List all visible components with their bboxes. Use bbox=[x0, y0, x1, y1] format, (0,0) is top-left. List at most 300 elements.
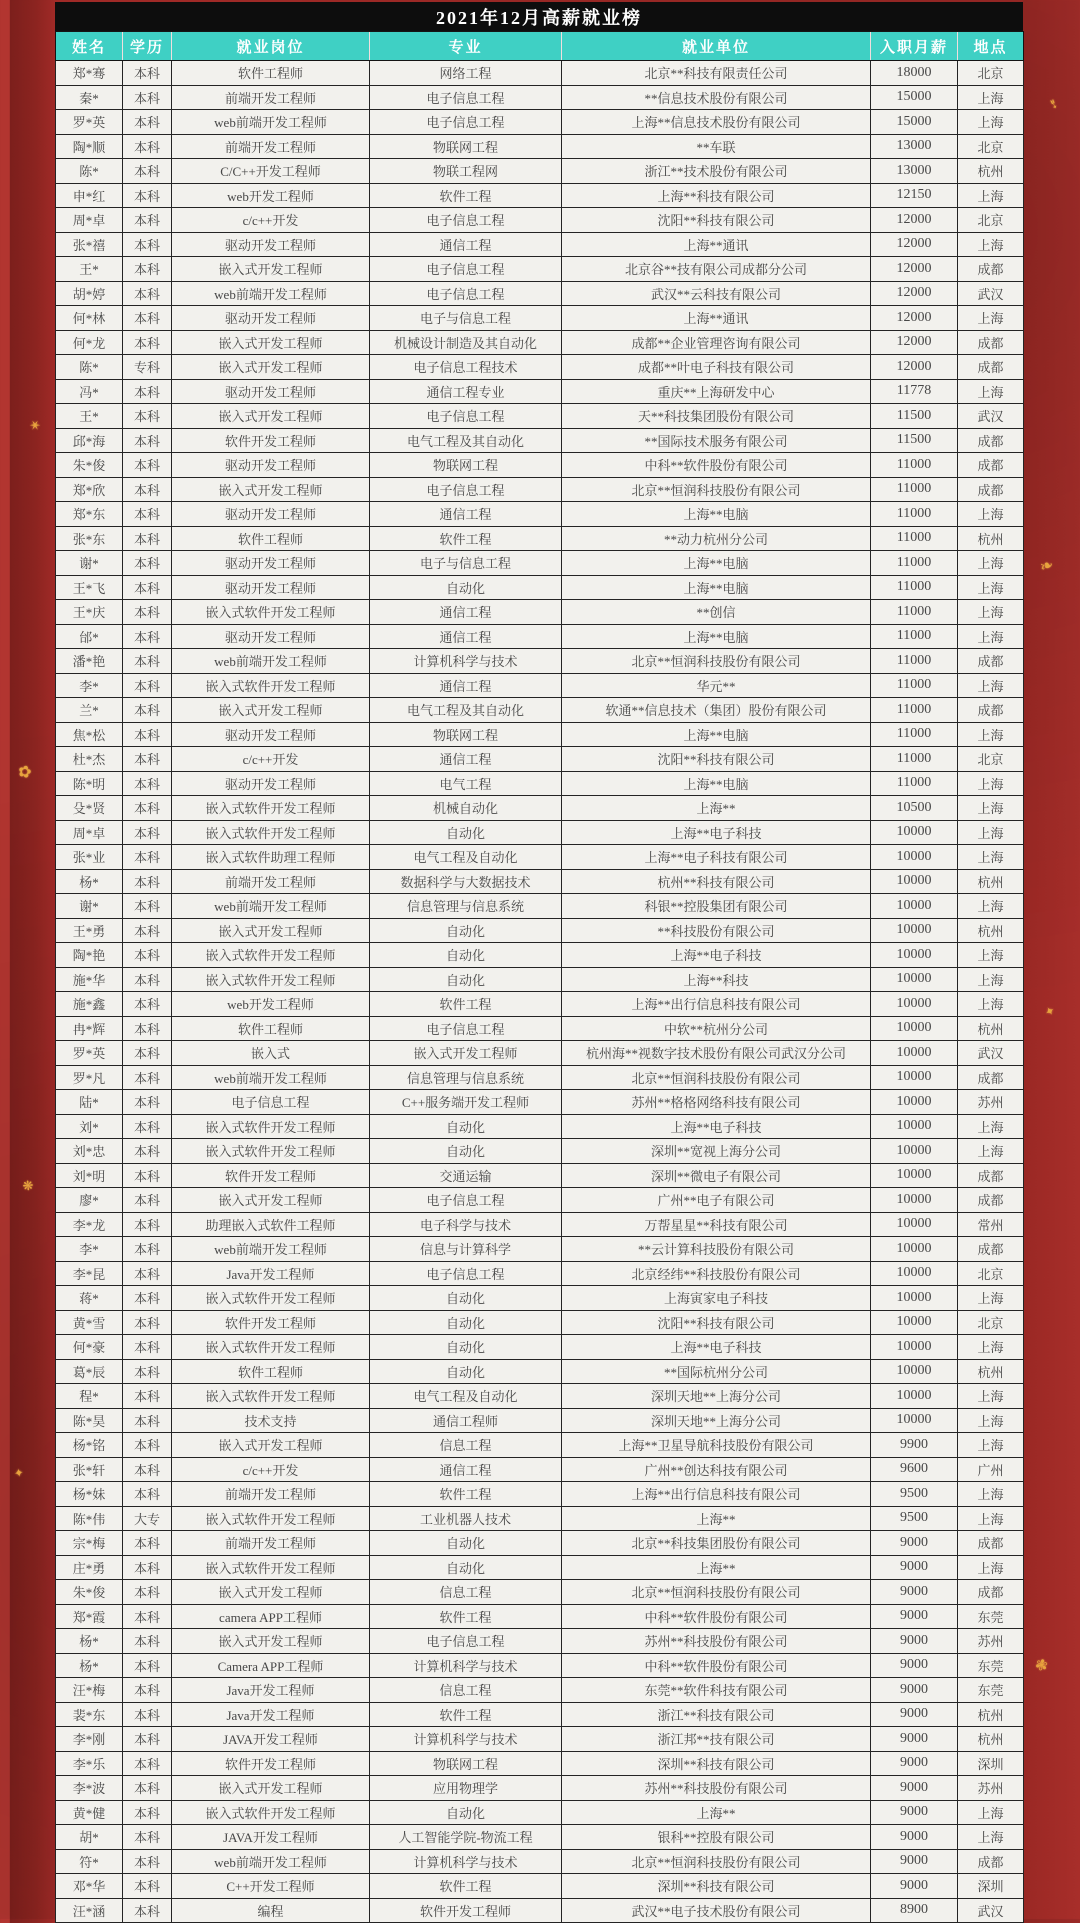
table-row bbox=[56, 85, 1024, 110]
table-row bbox=[56, 330, 1024, 355]
cell-major: 自动化 bbox=[370, 1359, 562, 1384]
table-row bbox=[56, 820, 1024, 845]
cell-name: 李* bbox=[56, 1237, 123, 1262]
cell-position: C/C++开发工程师 bbox=[172, 159, 370, 184]
table-row bbox=[56, 649, 1024, 674]
cell-employer: 北京**恒润科技股份有限公司 bbox=[562, 477, 871, 502]
cell-employer: 上海**电子科技有限公司 bbox=[562, 845, 871, 870]
cell-education: 本科 bbox=[123, 330, 172, 355]
cell-employer: 上海**电脑 bbox=[562, 502, 871, 527]
cell-major: 嵌入式开发工程师 bbox=[370, 1041, 562, 1066]
column-header-employer: 就业单位 bbox=[562, 32, 871, 61]
cell-position: 嵌入式软件开发工程师 bbox=[172, 1139, 370, 1164]
table-row bbox=[56, 1555, 1024, 1580]
table-row bbox=[56, 404, 1024, 429]
cell-name: 杜*杰 bbox=[56, 747, 123, 772]
cell-major: 自动化 bbox=[370, 1531, 562, 1556]
cell-salary: 10000 bbox=[871, 1188, 958, 1213]
cell-salary: 10000 bbox=[871, 1163, 958, 1188]
cell-position: Java开发工程师 bbox=[172, 1261, 370, 1286]
cell-location: 上海 bbox=[958, 1825, 1024, 1850]
cell-location: 苏州 bbox=[958, 1629, 1024, 1654]
table-row bbox=[56, 355, 1024, 380]
cell-employer: 北京**恒润科技股份有限公司 bbox=[562, 1065, 871, 1090]
cell-employer: 上海** bbox=[562, 1555, 871, 1580]
cell-employer: 中科**软件股份有限公司 bbox=[562, 1604, 871, 1629]
cell-name: 邱*海 bbox=[56, 428, 123, 453]
cell-education: 本科 bbox=[123, 1163, 172, 1188]
cell-name: 何*豪 bbox=[56, 1335, 123, 1360]
cell-salary: 11000 bbox=[871, 551, 958, 576]
table-row bbox=[56, 1188, 1024, 1213]
cell-employer: 上海**出行信息科技有限公司 bbox=[562, 1482, 871, 1507]
cell-employer: 杭州海**视数字技术股份有限公司武汉分公司 bbox=[562, 1041, 871, 1066]
cell-name: 刘*忠 bbox=[56, 1139, 123, 1164]
cell-major: 自动化 bbox=[370, 967, 562, 992]
cell-position: 嵌入式开发工程师 bbox=[172, 477, 370, 502]
cell-employer: 万帮星星**科技有限公司 bbox=[562, 1212, 871, 1237]
cell-employer: 上海**出行信息科技有限公司 bbox=[562, 992, 871, 1017]
cell-major: 计算机科学与技术 bbox=[370, 1653, 562, 1678]
cell-education: 本科 bbox=[123, 722, 172, 747]
cell-location: 上海 bbox=[958, 1114, 1024, 1139]
cell-position: 嵌入式开发工程师 bbox=[172, 404, 370, 429]
cell-location: 上海 bbox=[958, 624, 1024, 649]
cell-education: 专科 bbox=[123, 355, 172, 380]
cell-salary: 12150 bbox=[871, 183, 958, 208]
cell-major: 计算机科学与技术 bbox=[370, 1727, 562, 1752]
cell-education: 本科 bbox=[123, 1408, 172, 1433]
cell-location: 成都 bbox=[958, 1065, 1024, 1090]
cell-major: 软件工程 bbox=[370, 1874, 562, 1899]
cell-location: 成都 bbox=[958, 428, 1024, 453]
cell-salary: 12000 bbox=[871, 281, 958, 306]
cell-position: 驱动开发工程师 bbox=[172, 722, 370, 747]
cell-salary: 12000 bbox=[871, 232, 958, 257]
cell-employer: **创信 bbox=[562, 600, 871, 625]
cell-name: 黄*健 bbox=[56, 1800, 123, 1825]
table-row bbox=[56, 1727, 1024, 1752]
cell-major: 计算机科学与技术 bbox=[370, 649, 562, 674]
cell-location: 成都 bbox=[958, 1580, 1024, 1605]
cell-major: 自动化 bbox=[370, 820, 562, 845]
cell-position: web前端开发工程师 bbox=[172, 1237, 370, 1262]
cell-position: 驱动开发工程师 bbox=[172, 453, 370, 478]
cell-salary: 11000 bbox=[871, 575, 958, 600]
cell-name: 周*卓 bbox=[56, 208, 123, 233]
cell-employer: 深圳**科技有限公司 bbox=[562, 1874, 871, 1899]
cell-position: 前端开发工程师 bbox=[172, 85, 370, 110]
table-row bbox=[56, 551, 1024, 576]
cell-education: 本科 bbox=[123, 1433, 172, 1458]
cell-name: 李*龙 bbox=[56, 1212, 123, 1237]
cell-employer: 浙江**科技有限公司 bbox=[562, 1702, 871, 1727]
cell-education: 本科 bbox=[123, 747, 172, 772]
cell-major: 电气工程 bbox=[370, 771, 562, 796]
table-row bbox=[56, 1604, 1024, 1629]
table-row bbox=[56, 1286, 1024, 1311]
cell-position: web开发工程师 bbox=[172, 992, 370, 1017]
cell-employer: 上海**电脑 bbox=[562, 624, 871, 649]
cell-major: 电子信息工程 bbox=[370, 257, 562, 282]
cell-name: 宗*梅 bbox=[56, 1531, 123, 1556]
cell-location: 上海 bbox=[958, 967, 1024, 992]
cell-major: 电子信息工程 bbox=[370, 1261, 562, 1286]
cell-location: 上海 bbox=[958, 1800, 1024, 1825]
cell-education: 本科 bbox=[123, 918, 172, 943]
cell-location: 杭州 bbox=[958, 1702, 1024, 1727]
cell-position: 前端开发工程师 bbox=[172, 869, 370, 894]
cell-education: 本科 bbox=[123, 649, 172, 674]
cell-salary: 11500 bbox=[871, 428, 958, 453]
cell-major: 软件工程 bbox=[370, 992, 562, 1017]
cell-name: 陈* bbox=[56, 355, 123, 380]
cell-position: 嵌入式软件开发工程师 bbox=[172, 1335, 370, 1360]
cell-location: 广州 bbox=[958, 1457, 1024, 1482]
table-row bbox=[56, 1212, 1024, 1237]
cell-employer: 中科**软件股份有限公司 bbox=[562, 453, 871, 478]
cell-salary: 11000 bbox=[871, 747, 958, 772]
cell-employer: 上海**电子科技 bbox=[562, 820, 871, 845]
cell-location: 上海 bbox=[958, 1408, 1024, 1433]
cell-name: 陈*昊 bbox=[56, 1408, 123, 1433]
table-row bbox=[56, 306, 1024, 331]
table-row bbox=[56, 183, 1024, 208]
column-header-education: 学历 bbox=[123, 32, 172, 61]
cell-salary: 12000 bbox=[871, 208, 958, 233]
cell-position: 驱动开发工程师 bbox=[172, 232, 370, 257]
cell-location: 常州 bbox=[958, 1212, 1024, 1237]
cell-employer: 广州**电子有限公司 bbox=[562, 1188, 871, 1213]
table-row bbox=[56, 526, 1024, 551]
cell-location: 武汉 bbox=[958, 1041, 1024, 1066]
gold-fleck-icon: ➴ bbox=[1045, 94, 1062, 113]
cell-education: 本科 bbox=[123, 796, 172, 821]
cell-education: 本科 bbox=[123, 183, 172, 208]
table-row bbox=[56, 869, 1024, 894]
cell-salary: 15000 bbox=[871, 85, 958, 110]
cell-employer: 中科**软件股份有限公司 bbox=[562, 1653, 871, 1678]
cell-employer: **动力杭州分公司 bbox=[562, 526, 871, 551]
cell-name: 李*刚 bbox=[56, 1727, 123, 1752]
gold-fleck-icon: ❋ bbox=[18, 1176, 37, 1195]
cell-education: 本科 bbox=[123, 1384, 172, 1409]
table-row bbox=[56, 1065, 1024, 1090]
cell-major: 电气工程及自动化 bbox=[370, 845, 562, 870]
cell-salary: 9000 bbox=[871, 1531, 958, 1556]
cell-major: 自动化 bbox=[370, 575, 562, 600]
cell-salary: 9000 bbox=[871, 1555, 958, 1580]
cell-education: 本科 bbox=[123, 1702, 172, 1727]
cell-name: 李*昆 bbox=[56, 1261, 123, 1286]
table-row bbox=[56, 1163, 1024, 1188]
cell-employer: 华元** bbox=[562, 673, 871, 698]
cell-major: 电子信息工程 bbox=[370, 85, 562, 110]
cell-location: 杭州 bbox=[958, 159, 1024, 184]
cell-location: 上海 bbox=[958, 992, 1024, 1017]
table-row bbox=[56, 1751, 1024, 1776]
cell-name: 杨* bbox=[56, 1653, 123, 1678]
cell-position: 嵌入式开发工程师 bbox=[172, 698, 370, 723]
cell-employer: 中软**杭州分公司 bbox=[562, 1016, 871, 1041]
cell-position: 软件工程师 bbox=[172, 526, 370, 551]
cell-position: 嵌入式开发工程师 bbox=[172, 355, 370, 380]
cell-major: 数据科学与大数据技术 bbox=[370, 869, 562, 894]
cell-name: 杨*铭 bbox=[56, 1433, 123, 1458]
cell-education: 本科 bbox=[123, 526, 172, 551]
page-title: 2021年12月高薪就业榜 bbox=[55, 2, 1023, 31]
cell-education: 本科 bbox=[123, 820, 172, 845]
table-row bbox=[56, 1310, 1024, 1335]
cell-major: 自动化 bbox=[370, 918, 562, 943]
cell-salary: 9000 bbox=[871, 1629, 958, 1654]
cell-position: 编程 bbox=[172, 1898, 370, 1923]
cell-major: 电气工程及其自动化 bbox=[370, 698, 562, 723]
cell-location: 苏州 bbox=[958, 1090, 1024, 1115]
cell-education: 本科 bbox=[123, 134, 172, 159]
cell-position: c/c++开发 bbox=[172, 1457, 370, 1482]
table-row bbox=[56, 110, 1024, 135]
cell-salary: 9000 bbox=[871, 1653, 958, 1678]
cell-name: 胡* bbox=[56, 1825, 123, 1850]
cell-name: 潘*艳 bbox=[56, 649, 123, 674]
cell-position: 嵌入式软件开发工程师 bbox=[172, 1114, 370, 1139]
cell-education: 本科 bbox=[123, 379, 172, 404]
cell-education: 本科 bbox=[123, 1727, 172, 1752]
cell-education: 本科 bbox=[123, 404, 172, 429]
cell-name: 王*飞 bbox=[56, 575, 123, 600]
cell-major: 自动化 bbox=[370, 943, 562, 968]
cell-position: 驱动开发工程师 bbox=[172, 306, 370, 331]
cell-name: 郑*东 bbox=[56, 502, 123, 527]
cell-education: 本科 bbox=[123, 1751, 172, 1776]
cell-name: 陶*顺 bbox=[56, 134, 123, 159]
table-row bbox=[56, 1090, 1024, 1115]
cell-salary: 9000 bbox=[871, 1702, 958, 1727]
cell-name: 张*轩 bbox=[56, 1457, 123, 1482]
cell-name: 杨* bbox=[56, 869, 123, 894]
table-row bbox=[56, 918, 1024, 943]
cell-major: 信息工程 bbox=[370, 1678, 562, 1703]
table-row bbox=[56, 845, 1024, 870]
cell-education: 本科 bbox=[123, 600, 172, 625]
cell-location: 成都 bbox=[958, 355, 1024, 380]
cell-name: 陈*伟 bbox=[56, 1506, 123, 1531]
cell-education: 本科 bbox=[123, 159, 172, 184]
cell-education: 本科 bbox=[123, 1310, 172, 1335]
cell-employer: 深圳天地**上海分公司 bbox=[562, 1408, 871, 1433]
cell-salary: 10000 bbox=[871, 1090, 958, 1115]
cell-employer: 北京**恒润科技股份有限公司 bbox=[562, 649, 871, 674]
cell-position: web前端开发工程师 bbox=[172, 649, 370, 674]
column-header-position: 就业岗位 bbox=[172, 32, 370, 61]
cell-position: Camera APP工程师 bbox=[172, 1653, 370, 1678]
cell-employer: **车联 bbox=[562, 134, 871, 159]
gold-fleck-icon: ✦ bbox=[1040, 1003, 1059, 1020]
cell-name: 李*波 bbox=[56, 1776, 123, 1801]
cell-employer: 上海**卫星导航科技股份有限公司 bbox=[562, 1433, 871, 1458]
cell-salary: 9500 bbox=[871, 1482, 958, 1507]
cell-position: 嵌入式软件开发工程师 bbox=[172, 1800, 370, 1825]
cell-employer: 苏州**科技股份有限公司 bbox=[562, 1776, 871, 1801]
cell-position: 嵌入式开发工程师 bbox=[172, 918, 370, 943]
cell-location: 上海 bbox=[958, 85, 1024, 110]
cell-name: 谢* bbox=[56, 551, 123, 576]
cell-education: 本科 bbox=[123, 894, 172, 919]
gold-fleck-icon: ✿ bbox=[15, 762, 34, 783]
table-body bbox=[56, 61, 1024, 1923]
cell-location: 成都 bbox=[958, 698, 1024, 723]
cell-name: 何*林 bbox=[56, 306, 123, 331]
cell-location: 上海 bbox=[958, 1555, 1024, 1580]
cell-name: 冯* bbox=[56, 379, 123, 404]
cell-location: 上海 bbox=[958, 1139, 1024, 1164]
cell-salary: 9000 bbox=[871, 1825, 958, 1850]
table-row bbox=[56, 1261, 1024, 1286]
cell-major: 自动化 bbox=[370, 1114, 562, 1139]
cell-location: 上海 bbox=[958, 1335, 1024, 1360]
cell-name: 施*华 bbox=[56, 967, 123, 992]
column-header-location: 地点 bbox=[958, 32, 1024, 61]
cell-salary: 12000 bbox=[871, 306, 958, 331]
cell-name: 周*卓 bbox=[56, 820, 123, 845]
cell-position: 嵌入式软件开发工程师 bbox=[172, 1384, 370, 1409]
cell-location: 成都 bbox=[958, 257, 1024, 282]
cell-education: 本科 bbox=[123, 1800, 172, 1825]
cell-education: 本科 bbox=[123, 943, 172, 968]
cell-location: 成都 bbox=[958, 453, 1024, 478]
cell-education: 本科 bbox=[123, 1482, 172, 1507]
cell-position: 嵌入式开发工程师 bbox=[172, 1433, 370, 1458]
cell-salary: 11778 bbox=[871, 379, 958, 404]
cell-education: 本科 bbox=[123, 1629, 172, 1654]
table-row bbox=[56, 208, 1024, 233]
cell-education: 本科 bbox=[123, 624, 172, 649]
cell-position: 软件工程师 bbox=[172, 1359, 370, 1384]
cell-major: 电子信息工程 bbox=[370, 1629, 562, 1654]
cell-salary: 11000 bbox=[871, 771, 958, 796]
cell-education: 本科 bbox=[123, 1678, 172, 1703]
cell-location: 北京 bbox=[958, 134, 1024, 159]
cell-location: 上海 bbox=[958, 894, 1024, 919]
cell-position: 驱动开发工程师 bbox=[172, 502, 370, 527]
cell-major: 软件工程 bbox=[370, 1604, 562, 1629]
cell-salary: 9000 bbox=[871, 1874, 958, 1899]
cell-name: 黄*雪 bbox=[56, 1310, 123, 1335]
cell-education: 本科 bbox=[123, 967, 172, 992]
table-row bbox=[56, 943, 1024, 968]
table-row bbox=[56, 502, 1024, 527]
cell-education: 本科 bbox=[123, 1188, 172, 1213]
cell-salary: 10000 bbox=[871, 1286, 958, 1311]
cell-employer: **信息技术股份有限公司 bbox=[562, 85, 871, 110]
cell-name: 刘* bbox=[56, 1114, 123, 1139]
cell-name: 张*东 bbox=[56, 526, 123, 551]
cell-name: 汪*涵 bbox=[56, 1898, 123, 1923]
cell-location: 上海 bbox=[958, 796, 1024, 821]
cell-salary: 12000 bbox=[871, 355, 958, 380]
cell-name: 郑*欣 bbox=[56, 477, 123, 502]
cell-employer: 上海**电脑 bbox=[562, 575, 871, 600]
cell-location: 上海 bbox=[958, 1286, 1024, 1311]
table-row bbox=[56, 624, 1024, 649]
cell-major: 机械自动化 bbox=[370, 796, 562, 821]
cell-location: 上海 bbox=[958, 1482, 1024, 1507]
table-row bbox=[56, 1482, 1024, 1507]
cell-employer: 深圳**宽视上海分公司 bbox=[562, 1139, 871, 1164]
table-row bbox=[56, 673, 1024, 698]
cell-employer: 沈阳**科技有限公司 bbox=[562, 747, 871, 772]
cell-education: 本科 bbox=[123, 845, 172, 870]
cell-location: 上海 bbox=[958, 600, 1024, 625]
cell-major: 电子信息工程 bbox=[370, 404, 562, 429]
cell-salary: 10000 bbox=[871, 869, 958, 894]
cell-name: 兰* bbox=[56, 698, 123, 723]
cell-major: 电子科学与技术 bbox=[370, 1212, 562, 1237]
cell-position: 前端开发工程师 bbox=[172, 134, 370, 159]
table-row bbox=[56, 1702, 1024, 1727]
cell-major: C++服务端开发工程师 bbox=[370, 1090, 562, 1115]
cell-salary: 9000 bbox=[871, 1751, 958, 1776]
cell-name: 申*红 bbox=[56, 183, 123, 208]
cell-location: 上海 bbox=[958, 379, 1024, 404]
cell-salary: 9900 bbox=[871, 1433, 958, 1458]
cell-salary: 8900 bbox=[871, 1898, 958, 1923]
table-row bbox=[56, 232, 1024, 257]
table-row bbox=[56, 477, 1024, 502]
cell-major: 工业机器人技术 bbox=[370, 1506, 562, 1531]
table-row bbox=[56, 159, 1024, 184]
cell-salary: 10500 bbox=[871, 796, 958, 821]
cell-position: 驱动开发工程师 bbox=[172, 379, 370, 404]
cell-employer: 北京**恒润科技股份有限公司 bbox=[562, 1580, 871, 1605]
cell-major: 电子与信息工程 bbox=[370, 306, 562, 331]
cell-name: 王*勇 bbox=[56, 918, 123, 943]
cell-position: 嵌入式软件开发工程师 bbox=[172, 1555, 370, 1580]
cell-name: 邰* bbox=[56, 624, 123, 649]
cell-major: 通信工程 bbox=[370, 1457, 562, 1482]
cell-salary: 11000 bbox=[871, 600, 958, 625]
cell-employer: 上海**科技有限公司 bbox=[562, 183, 871, 208]
cell-education: 本科 bbox=[123, 477, 172, 502]
cell-major: 信息工程 bbox=[370, 1433, 562, 1458]
cell-salary: 11000 bbox=[871, 453, 958, 478]
cell-name: 刘*明 bbox=[56, 1163, 123, 1188]
cell-employer: 浙江邦**技有限公司 bbox=[562, 1727, 871, 1752]
cell-education: 本科 bbox=[123, 1776, 172, 1801]
cell-location: 杭州 bbox=[958, 1727, 1024, 1752]
cell-name: 王* bbox=[56, 257, 123, 282]
cell-salary: 12000 bbox=[871, 330, 958, 355]
cell-major: 计算机科学与技术 bbox=[370, 1849, 562, 1874]
cell-location: 上海 bbox=[958, 673, 1024, 698]
cell-major: 信息与计算科学 bbox=[370, 1237, 562, 1262]
cell-position: 嵌入式软件开发工程师 bbox=[172, 673, 370, 698]
cell-employer: 苏州**科技股份有限公司 bbox=[562, 1629, 871, 1654]
table-row bbox=[56, 257, 1024, 282]
cell-education: 本科 bbox=[123, 551, 172, 576]
cell-name: 李* bbox=[56, 673, 123, 698]
cell-position: 前端开发工程师 bbox=[172, 1482, 370, 1507]
cell-salary: 9000 bbox=[871, 1604, 958, 1629]
cell-education: 本科 bbox=[123, 1531, 172, 1556]
cell-salary: 10000 bbox=[871, 820, 958, 845]
cell-major: 信息工程 bbox=[370, 1580, 562, 1605]
cell-education: 本科 bbox=[123, 1555, 172, 1580]
cell-location: 东莞 bbox=[958, 1604, 1024, 1629]
table-row bbox=[56, 1825, 1024, 1850]
salary-ranking-table bbox=[55, 31, 1024, 1923]
